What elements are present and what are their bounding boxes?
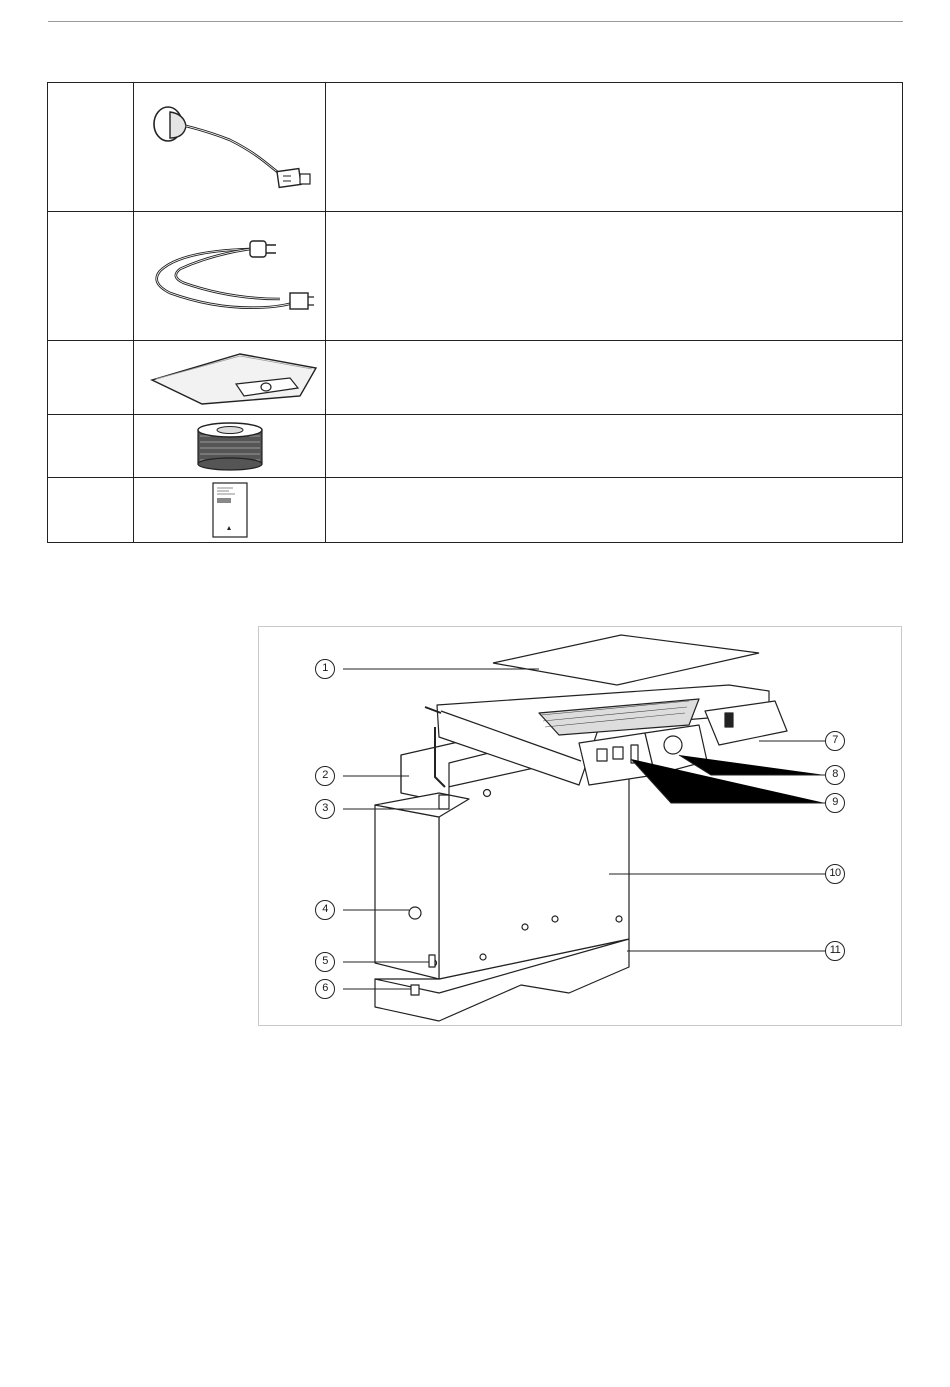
callout-1: 1 — [315, 659, 335, 679]
item-cell — [48, 341, 134, 415]
item-cell — [48, 415, 134, 478]
manual-booklet-icon — [134, 478, 326, 543]
parts-table — [47, 82, 903, 543]
device-illustration — [259, 627, 903, 1027]
table-row — [48, 212, 903, 341]
adapter-cable-icon — [134, 83, 326, 212]
item-cell — [48, 478, 134, 543]
callout-11: 11 — [825, 941, 845, 961]
callout-3: 3 — [315, 799, 335, 819]
table-row — [48, 415, 903, 478]
callout-6: 6 — [315, 979, 335, 999]
description-cell — [326, 212, 903, 341]
callout-10: 10 — [825, 864, 845, 884]
callout-4: 4 — [315, 900, 335, 920]
callout-5: 5 — [315, 952, 335, 972]
item-cell — [48, 83, 134, 212]
callout-2: 2 — [315, 766, 335, 786]
description-cell — [326, 83, 903, 212]
callout-9: 9 — [825, 793, 845, 813]
device-figure — [258, 626, 902, 1026]
header-rule — [48, 21, 903, 22]
item-cell — [48, 212, 134, 341]
power-cord-icon — [134, 212, 326, 341]
table-row — [48, 83, 903, 212]
table-row — [48, 478, 903, 543]
description-cell — [326, 415, 903, 478]
cartridge-filter-icon — [134, 415, 326, 478]
callout-8: 8 — [825, 765, 845, 785]
description-cell — [326, 478, 903, 543]
filter-bag-icon — [134, 341, 326, 415]
description-cell — [326, 341, 903, 415]
table-row — [48, 341, 903, 415]
callout-7: 7 — [825, 731, 845, 751]
